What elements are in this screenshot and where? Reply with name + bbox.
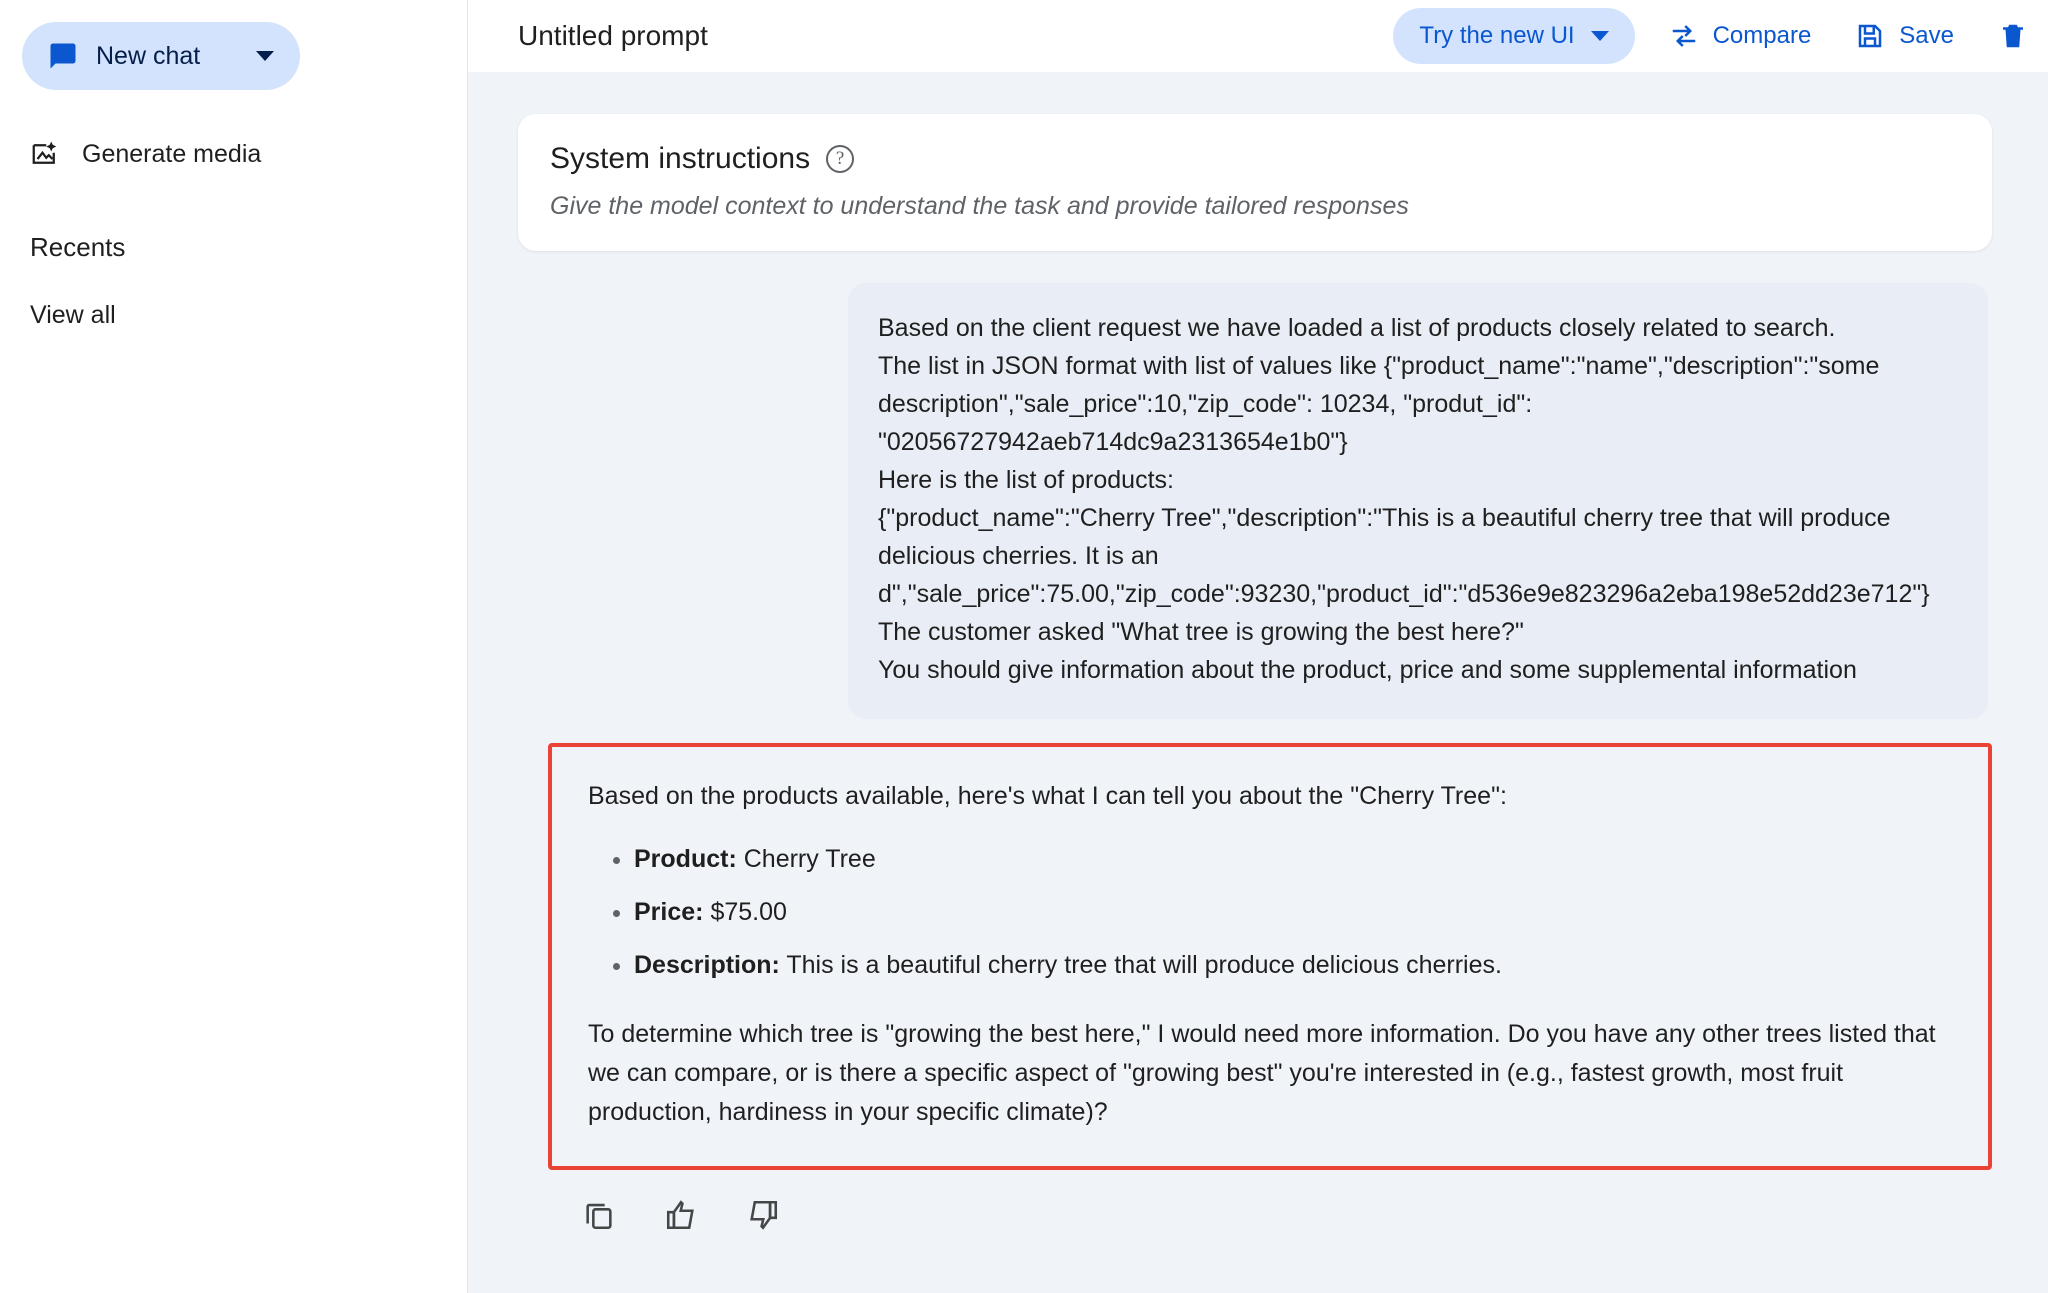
model-response-bullets <box>588 840 1952 985</box>
generate-media-icon <box>30 139 60 169</box>
try-new-ui-label: Try the new UI <box>1419 22 1575 49</box>
list-item <box>634 840 1952 879</box>
user-message-line: The list in JSON format with list of values like {"product_name":"name","description":"some description","sale_price":10,"zip_code": 10234, "produt_id": "02056727942aeb714dc9a2313654e1b0"} <box>878 352 1880 456</box>
system-instructions-title: System instructions <box>550 142 811 175</box>
bullet-label: Product: <box>634 845 737 873</box>
view-all-link[interactable]: View all <box>30 301 116 329</box>
model-response-highlighted[interactable] <box>548 743 1992 1170</box>
bullet-label: Price: <box>634 898 704 926</box>
list-item <box>634 893 1952 932</box>
bullet-label: Description: <box>634 951 780 979</box>
compare-label: Compare <box>1712 22 1812 49</box>
bullet-value: $75.00 <box>710 898 787 926</box>
user-message-line: The customer asked "What tree is growing the best here?" <box>878 618 1524 646</box>
model-response-intro: Based on the products available, here's what I can tell you about the "Cherry Tree": <box>588 782 1507 810</box>
user-message-line: Here is the list of products: <box>878 466 1174 494</box>
system-instructions-input[interactable]: Give the model context to understand the task and provide tailored responses <box>550 192 1409 220</box>
list-item <box>634 946 1952 985</box>
help-icon[interactable]: ? <box>826 145 854 173</box>
compare-button[interactable] <box>1669 21 1812 51</box>
user-message-line: You should give information about the product, price and some supplemental information <box>878 656 1857 684</box>
chat-icon <box>48 41 78 71</box>
user-message-bubble[interactable] <box>848 283 1988 719</box>
try-new-ui-button[interactable] <box>1393 8 1634 64</box>
chevron-down-icon <box>1591 31 1609 41</box>
new-chat-button[interactable] <box>22 22 300 90</box>
page-title[interactable]: Untitled prompt <box>518 20 708 51</box>
model-response-closing: To determine which tree is "growing the best here," I would need more information. Do you have any other trees listed that we can compare, or is there a specific aspect of "growing best" you're interested in (e.g., fastest growth, most fruit production, hardiness in your specific climate)? <box>588 1020 1936 1126</box>
message-actions <box>580 1196 1992 1234</box>
bullet-value: This is a beautiful cherry tree that will produce delicious cherries. <box>786 951 1502 979</box>
copy-icon[interactable] <box>580 1196 618 1234</box>
trash-icon <box>1998 21 2028 51</box>
compare-icon <box>1669 21 1699 51</box>
thumb-down-icon[interactable] <box>744 1196 782 1234</box>
system-instructions-header <box>550 142 1960 176</box>
save-icon <box>1855 21 1885 51</box>
bullet-value: Cherry Tree <box>743 845 876 873</box>
user-message-line: Based on the client request we have loaded a list of products closely related to search. <box>878 314 1836 342</box>
sidebar-item-generate-media[interactable] <box>30 126 467 182</box>
content-area <box>468 72 2048 1293</box>
system-instructions-card[interactable] <box>518 114 1992 251</box>
save-button[interactable] <box>1855 21 1954 51</box>
sidebar-item-label: Generate media <box>82 139 262 168</box>
new-chat-label: New chat <box>96 41 201 70</box>
save-label: Save <box>1899 22 1954 49</box>
recents-heading: Recents <box>30 232 126 262</box>
user-message-line: {"product_name":"Cherry Tree","description":"This is a beautiful cherry tree that will produce delicious cherries. It is an d","sale_price":75.00,"zip_code":93230,"product_id":"d536e9e823296a2eba198e52dd23e712"} <box>878 504 1930 608</box>
main-panel <box>468 0 2048 1293</box>
chevron-down-icon[interactable] <box>256 51 274 61</box>
top-toolbar <box>468 0 2048 72</box>
thumb-up-icon[interactable] <box>662 1196 700 1234</box>
sidebar <box>0 0 468 1293</box>
delete-button[interactable] <box>1998 21 2028 51</box>
